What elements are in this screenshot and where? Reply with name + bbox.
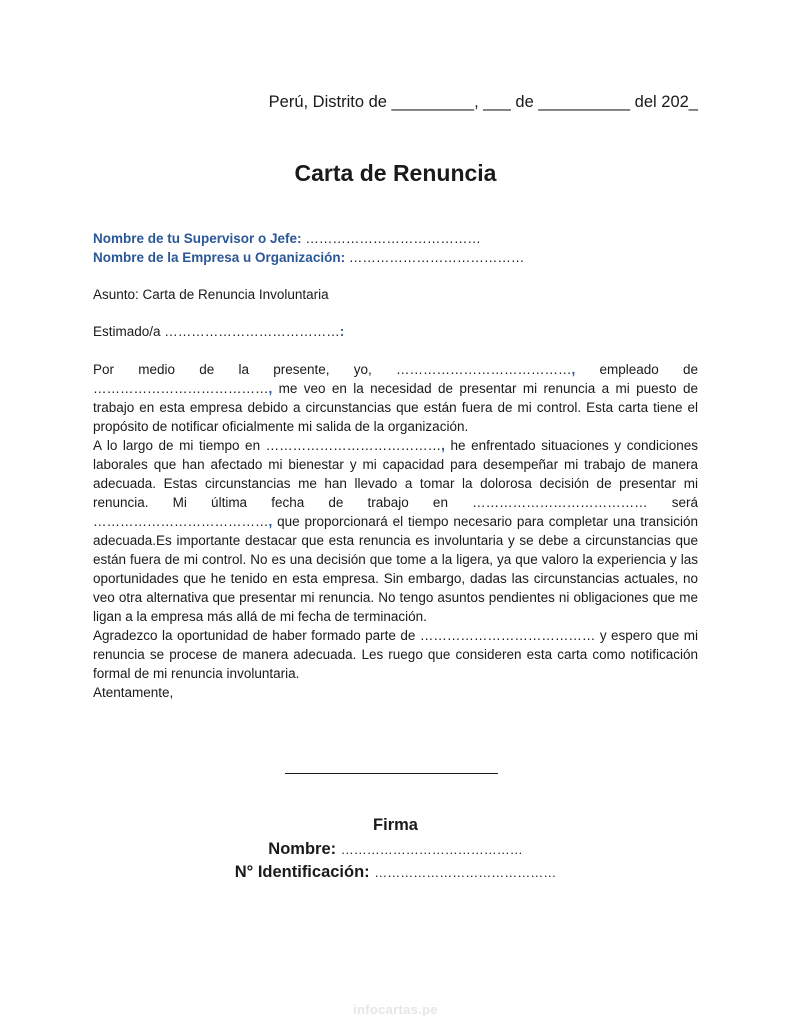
page-title: Carta de Renuncia xyxy=(294,160,497,186)
company-label: Nombre de la Empresa u Organización: xyxy=(93,250,346,265)
id-label: N° Identificación: xyxy=(234,863,370,881)
paragraph-1-part-a: Por medio de la presente, yo, ………………………………… xyxy=(93,362,572,377)
paragraph-1-comma-1: , xyxy=(571,362,576,377)
paragraph-3: Agradezco la oportunidad de haber formado parte de ………………………………… y espero que mi renuncia se procese de manera adecuada. Les ruego que consideren esta carta como notificación formal de mi renuncia involuntaria. xyxy=(93,628,698,681)
paragraph-2-part-a: A lo largo de mi tiempo en ………………………………… xyxy=(93,438,442,453)
watermark: infocartas.pe xyxy=(353,1002,438,1017)
paragraph-2-comma-1: , xyxy=(441,438,445,453)
name-label: Nombre: xyxy=(268,840,337,858)
id-line xyxy=(0,863,791,882)
paragraph-2-comma-2: , xyxy=(268,514,273,529)
supervisor-line xyxy=(93,231,481,246)
greeting-line xyxy=(93,324,344,339)
signature-label: Firma xyxy=(373,816,418,834)
paragraph-1-part-c: me veo en la necesidad de presentar mi renuncia a mi puesto de trabajo en esta empresa debido a circunstancias que están fuera de mi control. Esta carta tiene el propósito de notificar oficialmente mi salida de la organización. xyxy=(93,381,698,434)
greeting-text: Estimado/a ………………………………… xyxy=(93,324,340,339)
name-line xyxy=(0,840,791,859)
company-line xyxy=(93,250,524,265)
letter-body xyxy=(93,360,698,702)
name-value: …………………………………… xyxy=(340,842,523,857)
subject-line: Asunto: Carta de Renuncia Involuntaria xyxy=(93,287,329,302)
company-value: ………………………………… xyxy=(348,250,525,265)
closing-text: Atentamente, xyxy=(93,685,174,700)
greeting-colon: : xyxy=(339,324,345,339)
signature-line xyxy=(285,773,498,774)
id-value: …………………………………… xyxy=(374,865,557,880)
paragraph-2 xyxy=(93,436,698,626)
supervisor-label: Nombre de tu Supervisor o Jefe: xyxy=(93,231,302,246)
date-line: Perú, Distrito de _________, ___ de __________ del 202_ xyxy=(268,93,698,111)
supervisor-value: ………………………………… xyxy=(305,231,481,246)
paragraph-1-comma-2: , xyxy=(268,381,273,396)
paragraph-2-part-b: he enfrentado situaciones y condiciones laborales que han afectado mi bienestar y mi capacidad para desempeñar mi trabajo de manera adecuada. Estas circunstancias me han llevado a tomar la dolorosa decisión de presentar mi renuncia. Mi última fecha de trabajo en ………………………………… será ………………………………… xyxy=(93,438,698,529)
paragraph-1-part-b: empleado de ………………………………… xyxy=(93,362,698,396)
paragraph-1 xyxy=(93,360,698,436)
paragraph-2-part-c: que proporcionará el tiempo necesario para completar una transición adecuada.Es importante destacar que esta renuncia es involuntaria y se debe a circunstancias que están fuera de mi control. No es una decisión que tome a la ligera, ya que valoro la experiencia y las oportunidades que he tenido en esta empresa. Sin embargo, dadas las circunstancias actuales, no veo otra alternativa que presentar mi renuncia. No tengo asuntos pendientes ni obligaciones que me ligan a la empresa más allá de mi fecha de terminación. xyxy=(93,514,698,624)
